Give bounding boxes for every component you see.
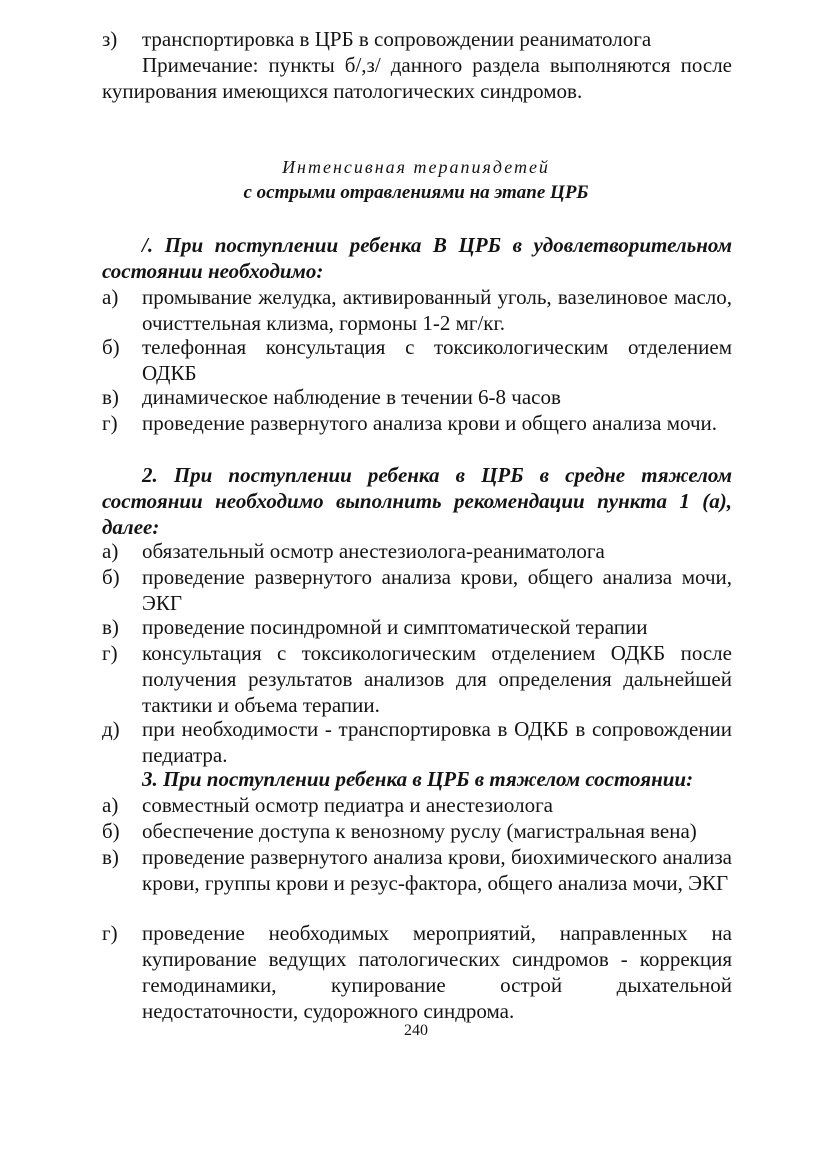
list-item xyxy=(102,284,732,336)
list-marker: а) xyxy=(102,539,119,563)
list-text: телефонная консультация с токсикологическим отделением ОДКБ xyxy=(142,335,732,385)
list-marker: в) xyxy=(102,615,119,639)
list-text: проведение развернутого анализа крови, общего анализа мочи, ЭКГ xyxy=(142,565,732,615)
list-marker: б) xyxy=(102,565,120,589)
list-text: проведение посиндромной и симптоматической терапии xyxy=(142,615,648,639)
list-item xyxy=(102,844,732,896)
list-marker: а) xyxy=(102,793,119,817)
list-item xyxy=(102,564,732,616)
list-text: динамическое наблюдение в течении 6-8 часов xyxy=(142,385,561,409)
list-marker: б) xyxy=(102,335,120,359)
list-text: консультация с токсикологическим отделением ОДКБ после получения результатов анализов для определения дальнейшей тактики и объема терапии. xyxy=(142,641,732,717)
list-marker: г) xyxy=(102,921,118,945)
list-text: промывание желудка, активированный уголь, вазелиновое масло, очисттельная клизма, гормоны 1-2 мг/кг. xyxy=(142,285,732,335)
list-marker: в) xyxy=(102,845,119,869)
list-text: проведение необходимых мероприятий, направленных на купирование ведущих патологических синдромов - коррекция гемодинамики, купирование острой дыхательной недостаточности, судорожного синдрома. xyxy=(142,921,732,1023)
list-marker: г) xyxy=(102,411,118,435)
list-text: проведение развернутого анализа крови, биохимического анализа крови, группы крови и резус-фактора, общего анализа мочи, ЭКГ xyxy=(142,845,732,895)
list-text: проведение развернутого анализа крови и общего анализа мочи. xyxy=(142,411,718,435)
list-text: обеспечение доступа к венозному руслу (магистральная вена) xyxy=(142,819,697,843)
list-item xyxy=(102,538,732,564)
list-text: при необходимости - транспортировка в ОДКБ в сопровождении педиатра. xyxy=(142,717,732,767)
list-item xyxy=(102,384,732,410)
list-item xyxy=(102,818,732,844)
subsection-2-title: 2. При поступлении ребенка в ЦРБ в средне тяжелом состоянии необходимо выполнить рекомендации пункта 1 (а), далее: xyxy=(102,463,732,539)
list-marker: з) xyxy=(102,27,118,51)
list-item xyxy=(102,920,732,1024)
list-item-z xyxy=(102,26,732,52)
list-text: совместный осмотр педиатра и анестезиолога xyxy=(142,793,554,817)
list-marker: а) xyxy=(102,285,119,309)
list-marker: г) xyxy=(102,641,118,665)
list-item xyxy=(102,334,732,386)
list-item xyxy=(102,716,732,768)
subsection-3-title: 3. При поступлении ребенка в ЦРБ в тяжелом состоянии: xyxy=(142,767,694,791)
list-item xyxy=(102,792,732,818)
list-text: транспортировка в ЦРБ в сопровождении реаниматолога xyxy=(142,27,652,51)
note-paragraph: Примечание: пункты б/,з/ данного раздела выполняются после купирования имеющихся патологических синдромов. xyxy=(102,53,732,103)
list-marker: б) xyxy=(102,819,120,843)
page-number: 240 xyxy=(404,1022,428,1039)
list-item xyxy=(102,640,732,718)
list-item xyxy=(102,614,732,640)
list-marker: д) xyxy=(102,717,120,741)
list-text: обязательный осмотр анестезиолога-реаниматолога xyxy=(142,539,605,563)
list-item xyxy=(102,410,732,436)
section-heading-line1: Интенсивная терапиядетей xyxy=(282,157,550,177)
section-heading-line2: с острыми отравлениями на этапе ЦРБ xyxy=(243,182,589,203)
list-marker: в) xyxy=(102,385,119,409)
subsection-1-title: /. При поступлении ребенка В ЦРБ в удовлетворительном состоянии необходимо: xyxy=(102,233,732,283)
